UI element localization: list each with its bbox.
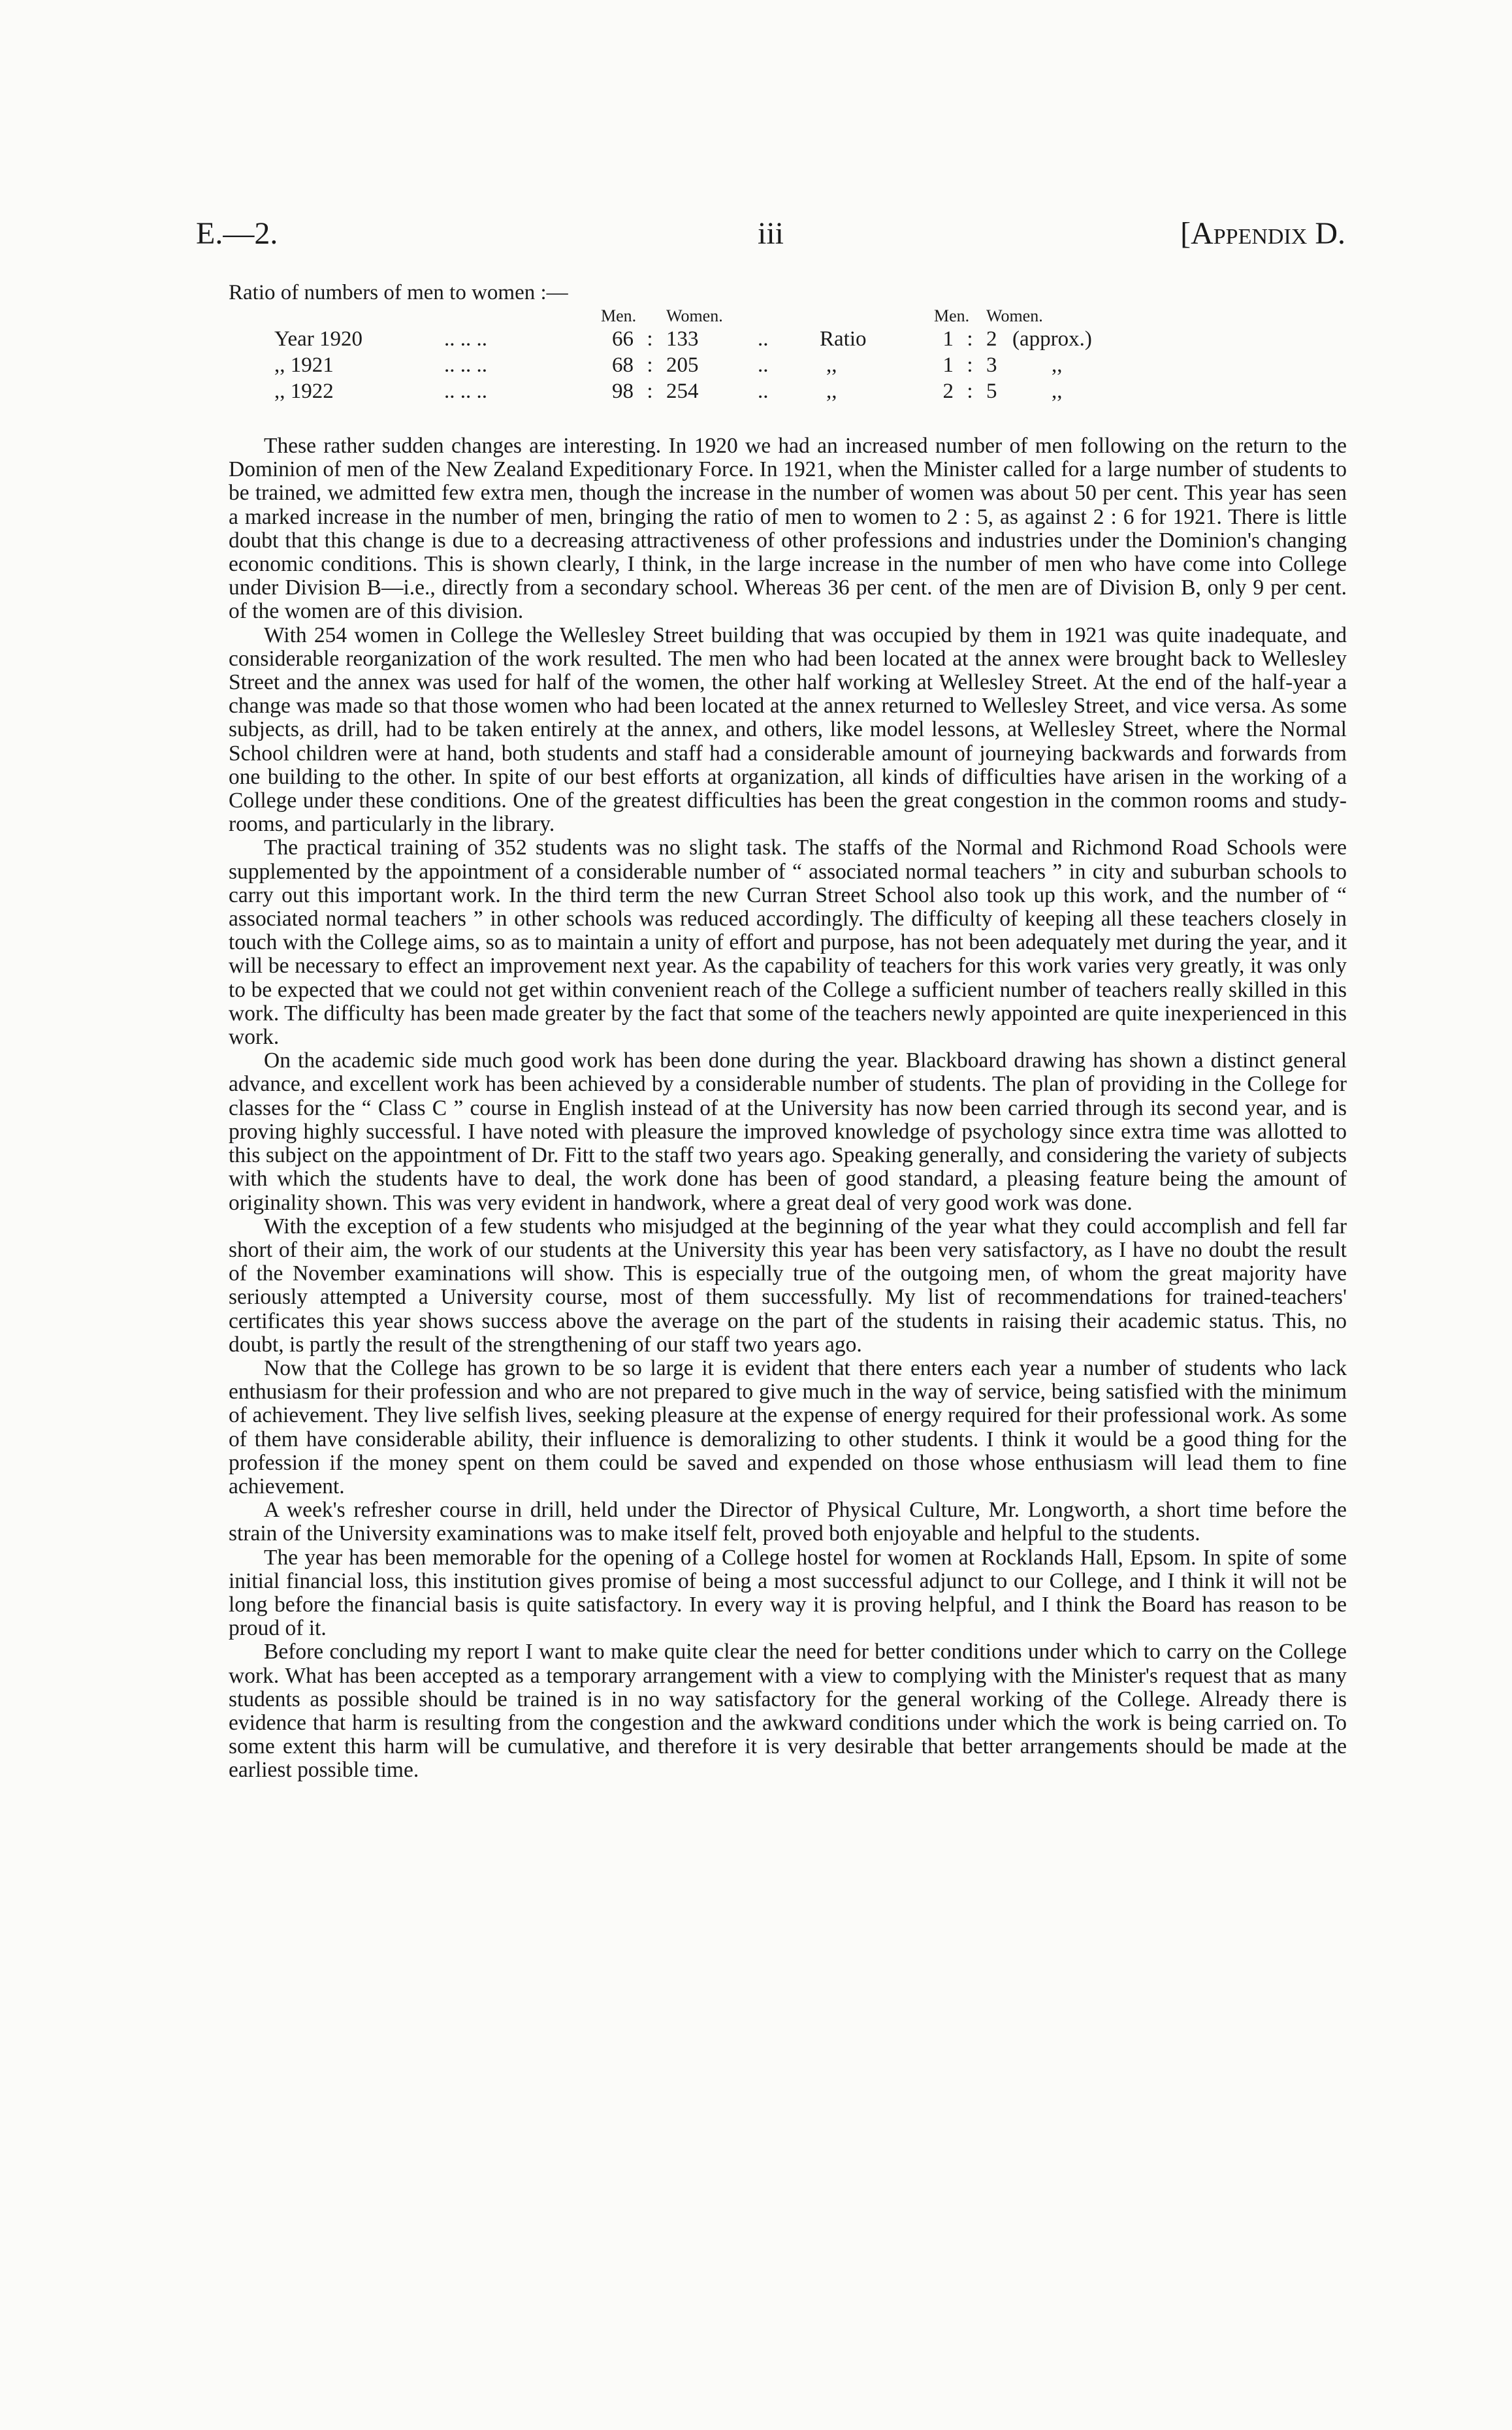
row-ratio-colon: : [967,380,973,403]
row-label: Ratio [820,327,867,351]
row-colon: : [647,327,653,351]
row-women: 205 [666,353,699,377]
row-ratio-women: 2 [986,327,997,351]
row-women: 133 [666,327,699,351]
paragraph-wellesley-street: With 254 women in College the Wellesley Street building that was occupied by them in 1921 was quite inadequate, and considerable reorganization of the work resulted. The men who had been located at the annex were brought back to Wellesley Street and the annex was used for half of the women, the other half working at Wellesley Street. At the end of the half-year a change was made so that those women who had been located at the annex returned to Wellesley Street, and vice versa. As some subjects, as drill, had to be taken entirely at the annex, and others, like model lessons, at Wellesley Street, where the Normal School children were at hand, both students and staff had a considerable amount of journeying backwards and forwards from one building to the other. In spite of our best efforts at organization, all kinds of difficulties have arisen in the working of a College under these conditions. One of the greatest difficulties has been the great congestion in the common rooms and study-rooms, and particularly in the library. [229,623,1347,837]
table-row [274,353,1202,380]
row-dots2: .. [758,327,769,351]
paragraph-practical-training: The practical training of 352 students was no slight task. The staffs of the Normal and Richmond Road Schools were supplemented by the appointment of a considerable number of “ associated normal teachers ” in city and suburban schools to carry out this important work. In the third term the new Curran Street School also took up this work, and the number of “ associated normal teachers ” in other schools was reduced accordingly. The difficulty of keeping all these teachers closely in touch with the College aims, so as to maintain a unity of effort and purpose, has not been adequately met during the year, and it will be necessary to effect an improvement next year. As the capability of teachers for this work varies very greatly, it was only to be expected that we could not get within convenient reach of the College a sufficient number of teachers really skilled in this work. The difficulty has been made greater by the fact that some of the teachers newly appointed are quite inexperienced in this work. [229,835,1347,1050]
table-row [274,380,1202,406]
row-dots2: .. [758,380,769,403]
row-note: ,, [1052,353,1063,377]
row-women: 254 [666,380,699,403]
row-ratio-colon: : [967,327,973,351]
row-men: 98 [612,380,634,403]
ratio-title: Ratio of numbers of men to women :— [229,281,568,304]
paragraph-student-enthusiasm: Now that the College has grown to be so large it is evident that there enters each year a number of students who lack enthusiasm for their profession and who are not prepared to give much in the way of service, being satisfied with the minimum of achievement. They live selfish lives, seeking pleasure at the expense of energy required for their professional work. As some of them have considerable ability, their influence is demoralizing to other students. I think it would be a good thing for the profession if the money spent on them could be saved and expended on those whose enthusiasm will lead them to fine achievement. [229,1355,1347,1498]
appendix-text: Appendix D. [1191,216,1345,251]
row-dots: .. .. .. [444,380,487,403]
col-header-ratio-women: Women. [986,306,1043,325]
row-ratio-women: 3 [986,353,997,377]
paragraph-conclusion: Before concluding my report I want to make quite clear the need for better conditions under which to carry on the College work. What has been accepted as a temporary arrangement with a view to complying with the Minister's request that as many students as possible should be trained is in no way satisfactory for the general working of the College. Already there is evidence that harm is resulting from the congestion and the awkward conditions under which the work is being carried on. To some extent this harm will be cumulative, and therefore it is very desirable that better arrangements should be made at the earliest possible time. [229,1640,1347,1783]
row-year: ,, 1922 [274,380,334,403]
row-note: ,, [1052,380,1063,403]
row-ratio-men: 2 [942,380,954,403]
paragraph-refresher-course: A week's refresher course in drill, held under the Director of Physical Culture, Mr. Longworth, a short time before the strain of the University examinations was to make itself felt, proved both enjoyable and helpful to the students. [229,1498,1347,1546]
col-header-men: Men. [601,306,637,325]
ratio-table [274,306,1202,406]
row-dots2: .. [758,353,769,377]
col-header-ratio-men: Men. [934,306,970,325]
row-note: (approx.) [1012,327,1092,351]
row-ratio-men: 1 [942,327,954,351]
ratio-section [229,281,1345,406]
table-row [274,327,1202,353]
row-year: Year 1920 [274,327,363,351]
col-header-women: Women. [666,306,723,325]
row-colon: : [647,353,653,377]
ratio-table-header [274,306,1202,327]
page-number: iii [757,216,784,251]
row-ratio-men: 1 [942,353,954,377]
row-colon: : [647,380,653,403]
appendix-label [1180,216,1345,251]
document-code: E.—2. [196,216,278,251]
row-year: ,, 1921 [274,353,334,377]
paragraph-academic-side: On the academic side much good work has been done during the year. Blackboard drawing has shown a distinct general advance, and excellent work has been achieved by a considerable number of students. The plan of providing in the College for classes for the “ Class C ” course in English instead of at the University has now been carried through its second year, and is proving highly successful. I have noted with pleasure the improved knowledge of psychology since extra time was allotted to this subject on the appointment of Dr. Fitt to the staff two years ago. Speaking generally, and considering the variety of subjects with which the students have to deal, the work done has been of good standard, a pleasing feature being the amount of originality shown. This was very evident in handwork, where a great deal of very good work was done. [229,1048,1347,1215]
row-ratio-colon: : [967,353,973,377]
paragraph-ratio-changes: These rather sudden changes are interesting. In 1920 we had an increased number of men following on the return to the Dominion of men of the New Zealand Expeditionary Force. In 1921, when the Minister called for a large number of students to be trained, we admitted few extra men, though the increase in the number of women was about 50 per cent. This year has seen a marked increase in the number of men, bringing the ratio of men to women to 2 : 5, as against 2 : 6 for 1921. There is little doubt that this change is due to a decreasing attractiveness of other professions and industries under the Dominion's changing economic conditions. This is shown clearly, I think, in the large increase in the number of men who have come into College under Division B—i.e., directly from a secondary school. Whereas 36 per cent. of the men are of Division B, only 9 per cent. of the women are of this division. [229,434,1347,624]
paragraph-hostel: The year has been memorable for the opening of a College hostel for women at Rocklands Hall, Epsom. In spite of some initial financial loss, this institution gives promise of being a most successful adjunct to our College, and I think it will not be long before the financial basis is quite satisfactory. In every way it is proving helpful, and I think the Board has reason to be proud of it. [229,1545,1347,1641]
row-ratio-women: 5 [986,380,997,403]
appendix-bracket: [ [1180,216,1191,251]
paragraph-university-work: With the exception of a few students who misjudged at the beginning of the year what they could accomplish and fell far short of their aim, the work of our students at the University this year has been very satisfactory, as I have no doubt the result of the November examinations will show. This is especially true of the outgoing men, of whom the great majority have seriously attempted a University course, most of them successfully. My list of recommendations for trained-teachers' certificates this year shows success above the average on the part of the students in raising their academic status. This, no doubt, is partly the result of the strengthening of our staff two years ago. [229,1214,1347,1357]
row-label: ,, [826,380,837,403]
row-dots: .. .. .. [444,353,487,377]
report-body [229,434,1347,1783]
row-men: 66 [612,327,634,351]
row-men: 68 [612,353,634,377]
row-label: ,, [826,353,837,377]
page-header [196,216,1345,261]
row-dots: .. .. .. [444,327,487,351]
